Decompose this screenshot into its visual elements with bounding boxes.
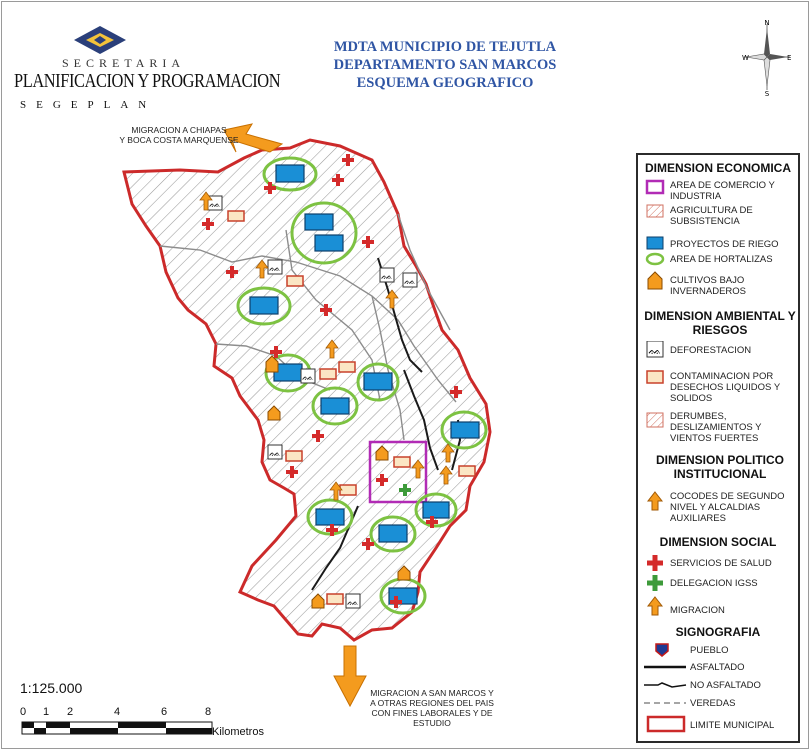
unpaved-road-icon: [644, 683, 686, 687]
legend-label: NO ASFALTADO: [690, 680, 761, 691]
legend-icons-social: [644, 553, 666, 617]
legend-label: LIMITE MUNICIPAL: [690, 720, 775, 731]
legend-label: DERUMBES, DESLIZAMIENTOS Y VIENTOS FUERTES: [670, 411, 762, 444]
legend-icons-politico: [644, 491, 666, 511]
legend-label: DEFORESTACION: [670, 345, 752, 356]
legend-label: CULTIVOS BAJO INVERNADEROS: [670, 275, 747, 297]
legend-icons-ambiental: [644, 341, 666, 441]
svg-text:ᨐ: ᨐ: [302, 372, 314, 383]
scale-tick: 1: [43, 706, 50, 718]
igss-cross-icon: [647, 575, 663, 591]
svg-text:ᨐ: ᨐ: [404, 276, 416, 287]
svg-text:ᨐ: ᨐ: [381, 271, 393, 282]
vegetable-area-icon: [647, 254, 663, 264]
logo-line1: SECRETARIA: [62, 56, 186, 70]
legend: [636, 153, 800, 743]
migration-arrow-icon: [648, 597, 662, 615]
hatch-icon: [647, 205, 663, 217]
compass-e: E: [787, 54, 792, 62]
logo-line3: SEGEPLAN: [20, 99, 157, 111]
legend-label: CONTAMINACION POR DESECHOS LIQUIDOS Y SOLIDOS: [670, 371, 780, 404]
cocode-arrow-icon: [648, 492, 662, 510]
svg-text:ᨐ: ᨐ: [269, 448, 281, 459]
title-line2: DEPARTAMENTO SAN MARCOS: [333, 57, 557, 73]
south-migration-note: MIGRACION A SAN MARCOS Y A OTRAS REGIONES DEL PAIS CON FINES LABORALES Y DE ESTUDIO: [370, 688, 494, 728]
svg-text:ᨐ: ᨐ: [269, 263, 281, 274]
segeplan-logo-icon: [74, 26, 126, 54]
irrigation-icon: [647, 237, 663, 249]
legend-label: SERVICIOS DE SALUD: [670, 558, 772, 569]
scale-ratio: 1:125.000: [20, 680, 83, 696]
svg-text:ᨐ: ᨐ: [209, 199, 221, 210]
north-migration-note: MIGRACION A CHIAPAS Y BOCA COSTA MARQUENSE: [119, 125, 239, 145]
legend-label: DELEGACION IGSS: [670, 578, 758, 589]
scale-tick: 4: [114, 706, 121, 718]
legend-label: PUEBLO: [690, 645, 729, 656]
legend-icons-economica: [644, 179, 666, 295]
title-line3: ESQUEMA GEOGRAFICO: [356, 75, 534, 91]
legend-label: AREA DE COMERCIO Y INDUSTRIA: [670, 180, 775, 202]
legend-heading: DIMENSION SOCIAL: [659, 535, 777, 549]
legend-heading: SIGNOGRAFIA: [675, 625, 761, 639]
svg-text:ᨐ: ᨐ: [347, 597, 359, 608]
legend-heading: DIMENSION AMBIENTAL Y RIESGOS: [644, 309, 796, 337]
pollution-icon: [647, 371, 663, 383]
commerce-area-icon: [647, 181, 663, 193]
svg-text:ᨐ: ᨐ: [648, 344, 662, 357]
scale-tick: 8: [205, 706, 212, 718]
municipal-limit-icon: [648, 717, 684, 731]
north-arrow-icon: [740, 18, 794, 96]
legend-heading: DIMENSION ECONOMICA: [644, 161, 791, 175]
greenhouse-icon: [648, 272, 662, 289]
town-icon: [656, 644, 668, 656]
compass-n: N: [764, 19, 770, 27]
legend-label: MIGRACION: [670, 605, 725, 616]
scale-unit: Kilometros: [212, 726, 264, 738]
legend-label: ASFALTADO: [690, 662, 745, 673]
compass-s: S: [764, 90, 770, 96]
legend-heading: DIMENSION POLITICO INSTITUCIONAL: [655, 453, 784, 481]
scale-tick: 2: [67, 706, 74, 718]
compass-w: W: [742, 54, 749, 62]
hatch-icon: [647, 413, 663, 427]
title-line1: MDTA MUNICIPIO DE TEJUTLA: [333, 39, 557, 55]
legend-label: PROYECTOS DE RIEGO: [670, 239, 779, 250]
health-cross-icon: [647, 555, 663, 571]
logo-line2: PLANIFICACION Y PROGRAMACION: [14, 70, 281, 92]
scale-tick: 0: [20, 706, 27, 718]
legend-label: AGRICULTURA DE SUBSISTENCIA: [670, 205, 753, 227]
scale-tick: 6: [161, 706, 168, 718]
legend-label: AREA DE HORTALIZAS: [670, 254, 773, 265]
legend-label: VEREDAS: [690, 698, 736, 709]
legend-label: COCODES DE SEGUNDO NIVEL Y ALCALDIAS AUXILIARES: [670, 491, 785, 524]
map-title: [300, 38, 590, 92]
legend-icons-signografia: [640, 643, 690, 737]
scale-bar: [22, 722, 212, 734]
